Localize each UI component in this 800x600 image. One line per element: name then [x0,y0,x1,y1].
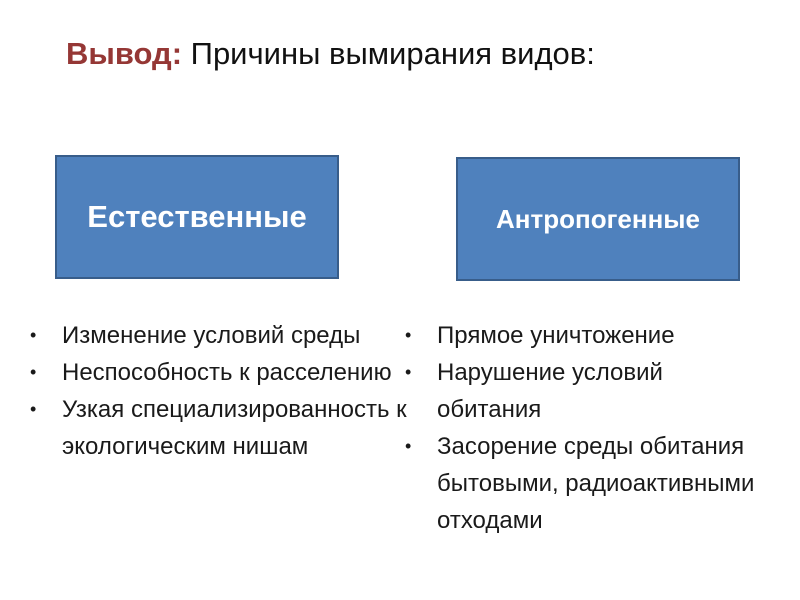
bullet-icon: • [405,325,412,345]
title-text: Причины вымирания видов: [182,36,595,71]
bullet-icon: • [30,325,37,345]
list-item-text: Изменение условий среды [62,322,361,349]
title-prefix: Вывод: [66,36,183,71]
list-item-text: Узкая специализированность к экологическим нишам [62,396,407,460]
list-item [399,354,759,428]
page-title [66,34,595,74]
list-item [399,428,759,539]
list-item [24,354,412,391]
bullet-icon: • [30,362,37,382]
bullet-icon: • [405,362,412,382]
list-item-text: Прямое уничтожение [437,322,675,349]
category-box-natural [55,155,339,279]
list-item-text: Неспособность к расселению [62,359,392,386]
list-item [399,317,759,354]
category-label-anthropogenic: Антропогенные [496,204,700,234]
bullet-icon: • [405,436,412,456]
category-label-natural: Естественные [87,199,307,234]
anthropogenic-causes-list [399,317,759,539]
category-box-anthropogenic [456,157,740,281]
list-item-text: Засорение среды обитания бытовыми, радиоактивными отходами [437,433,755,534]
bullet-icon: • [30,399,37,419]
list-item [24,317,412,354]
list-item-text: Нарушение условий обитания [437,359,663,423]
natural-causes-list [24,317,412,465]
list-item [24,391,412,465]
